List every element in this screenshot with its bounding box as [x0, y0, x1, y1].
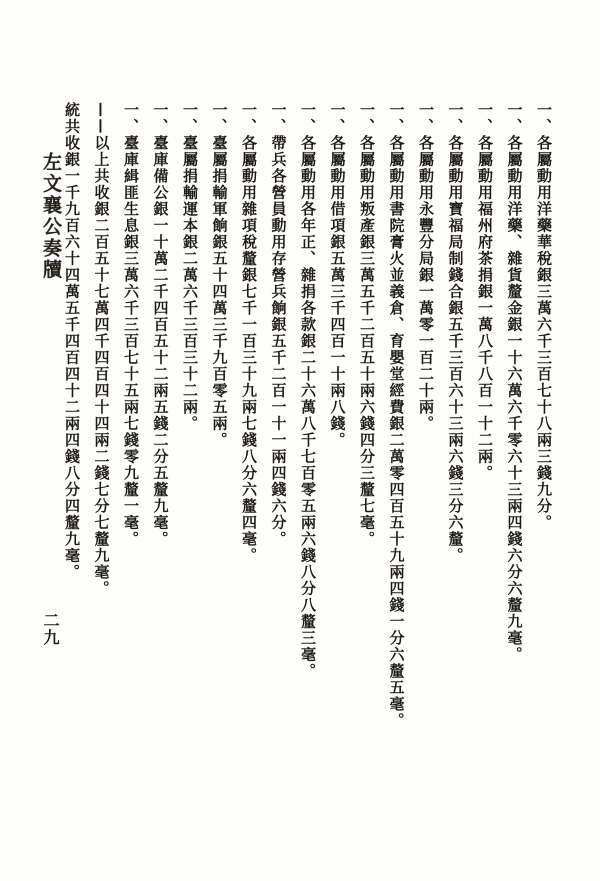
ledger-line: 一、各屬動用寶福局制錢合銀五千三百六十三兩六錢三分六釐。 [446, 102, 465, 564]
ledger-line: 一、臺屬捐輸軍餉銀五十四萬三千九百零五兩。 [210, 102, 229, 449]
page-number: 二九 [41, 612, 60, 646]
ledger-line: 一、各屬動用叛產銀三萬五千二百五十兩六錢四分三釐七毫。 [358, 102, 376, 548]
ledger-line: 一、各屬動用福州府茶捐銀一萬八千八百一十二兩。 [476, 102, 494, 482]
ledger-line: 一、各屬動用借項銀五萬三千四百一十兩八錢。 [328, 102, 347, 449]
ledger-line: 一、帶兵各營員動用存營兵餉銀五千二百一十一兩四錢六分。 [269, 102, 288, 548]
ledger-line-grand-total: 統共收銀一千九百六十四萬五千四百四十二兩四錢八分四釐九毫。 [63, 102, 81, 581]
book-title: 左文襄公奏牘 [40, 152, 62, 281]
ledger-line: 一、各屬動用各年正、雜捐各款銀二十六萬八千七百零五兩六錢八分八釐三毫。 [299, 102, 317, 680]
ledger-line: 一、各屬動用雜項稅釐銀七千一百三十九兩七錢八分六釐四毫。 [240, 102, 258, 564]
ledger-line: 一、臺屬捐輸運本銀二萬六千三百三十二兩。 [181, 102, 199, 432]
memorial-ledger-text [57, 102, 559, 729]
ledger-line: 一、臺庫緝匪生息銀三萬六千三百七十五兩七錢零九釐一毫。 [122, 102, 140, 548]
ledger-line: 一、各屬動用洋藥華稅銀三萬六千三百七十八兩三錢九分。 [535, 102, 553, 531]
ledger-line: 一、各屬動用書院膏火並義倉、育嬰堂經費銀二萬零四百五十九兩四錢一分六釐五毫。 [387, 102, 406, 729]
ledger-line-subtotal: ——以上共收銀二百五十七萬四千四百四十四兩二錢七分七釐九毫。 [92, 102, 111, 597]
ledger-line: 一、各屬動用洋藥、雜貨釐金銀一十六萬六千零六十三兩四錢六分六釐九毫。 [505, 102, 524, 663]
ledger-line: 一、臺庫備公銀一十萬二千四百五十二兩五錢二分五釐九毫。 [151, 102, 170, 548]
ledger-line: 一、各屬動用永豐分局銀一萬零一百二十兩。 [417, 102, 435, 432]
